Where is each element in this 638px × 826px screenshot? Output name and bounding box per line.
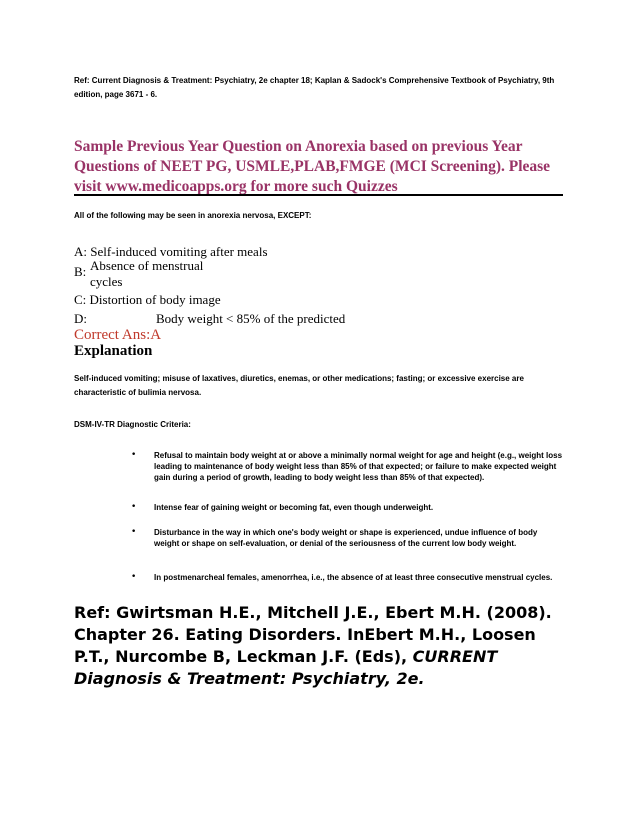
criterion-item: Disturbance in the way in which one's body weight or shape is experienced, undue influence of body weight or shape on self-evaluation, or denial of the seriousness of the current low body weight. <box>154 528 538 548</box>
option-d-letter: D: <box>74 311 87 326</box>
reference-bottom-book-title: CURRENT Diagnosis & Treatment: Psychiatry, 2e. <box>74 647 498 688</box>
bullet-icon: • <box>131 502 137 512</box>
bullet-icon: • <box>131 450 137 460</box>
reference-bottom-plain: Ref: Gwirtsman H.E., Mitchell J.E., Ebert M.H. (2008). Chapter 26. Eating Disorders. InEbert M.H., Loosen P.T., Nurcombe B, Leckman J.F. (Eds), <box>74 603 552 666</box>
option-c: C: Distortion of body image <box>74 292 221 307</box>
dsm-criteria-title: DSM-IV-TR Diagnostic Criteria: <box>74 420 191 429</box>
option-b-text: Absence of menstrual cycles <box>90 258 204 289</box>
question-text: All of the following may be seen in anorexia nervosa, EXCEPT: <box>74 211 312 220</box>
bullet-icon: • <box>131 527 137 537</box>
reference-bottom <box>74 602 574 690</box>
criterion-item: Refusal to maintain body weight at or above a minimally normal weight for age and height (e.g., weight loss leading to maintenance of body weight less than 85% of that expected; or failure to make expected weight gain during a period of growth, leading to body weight less than 85% of that expected). <box>154 451 563 482</box>
criterion-item: In postmenarcheal females, amenorrhea, i.e., the absence of at least three consecutive menstrual cycles. <box>154 573 553 582</box>
option-b-letter: B: <box>74 264 87 279</box>
explanation-title: Explanation <box>74 343 153 359</box>
sample-question-heading: Sample Previous Year Question on Anorexia based on previous Year Questions of NEET PG, USMLE,PLAB,FMGE (MCI Screening). Please visit www.medicoapps.org for more such Quizzes <box>74 138 551 195</box>
explanation-body: Self-induced vomiting; misuse of laxatives, diuretics, enemas, or other medications; fasting; or excessive exercise are characteristic of bulimia nervosa. <box>74 374 524 397</box>
reference-top: Ref: Current Diagnosis & Treatment: Psychiatry, 2e chapter 18; Kaplan & Sadock's Comprehensive Textbook of Psychiatry, 9th edition, page 3671 - 6. <box>74 76 555 99</box>
option-a: A: Self-induced vomiting after meals <box>74 244 268 259</box>
heading-divider <box>74 194 563 196</box>
option-d-text: Body weight < 85% of the predicted <box>156 311 346 326</box>
criterion-item: Intense fear of gaining weight or becoming fat, even though underweight. <box>154 503 434 512</box>
bullet-icon: • <box>131 572 137 582</box>
correct-answer: Correct Ans:A <box>74 327 162 343</box>
